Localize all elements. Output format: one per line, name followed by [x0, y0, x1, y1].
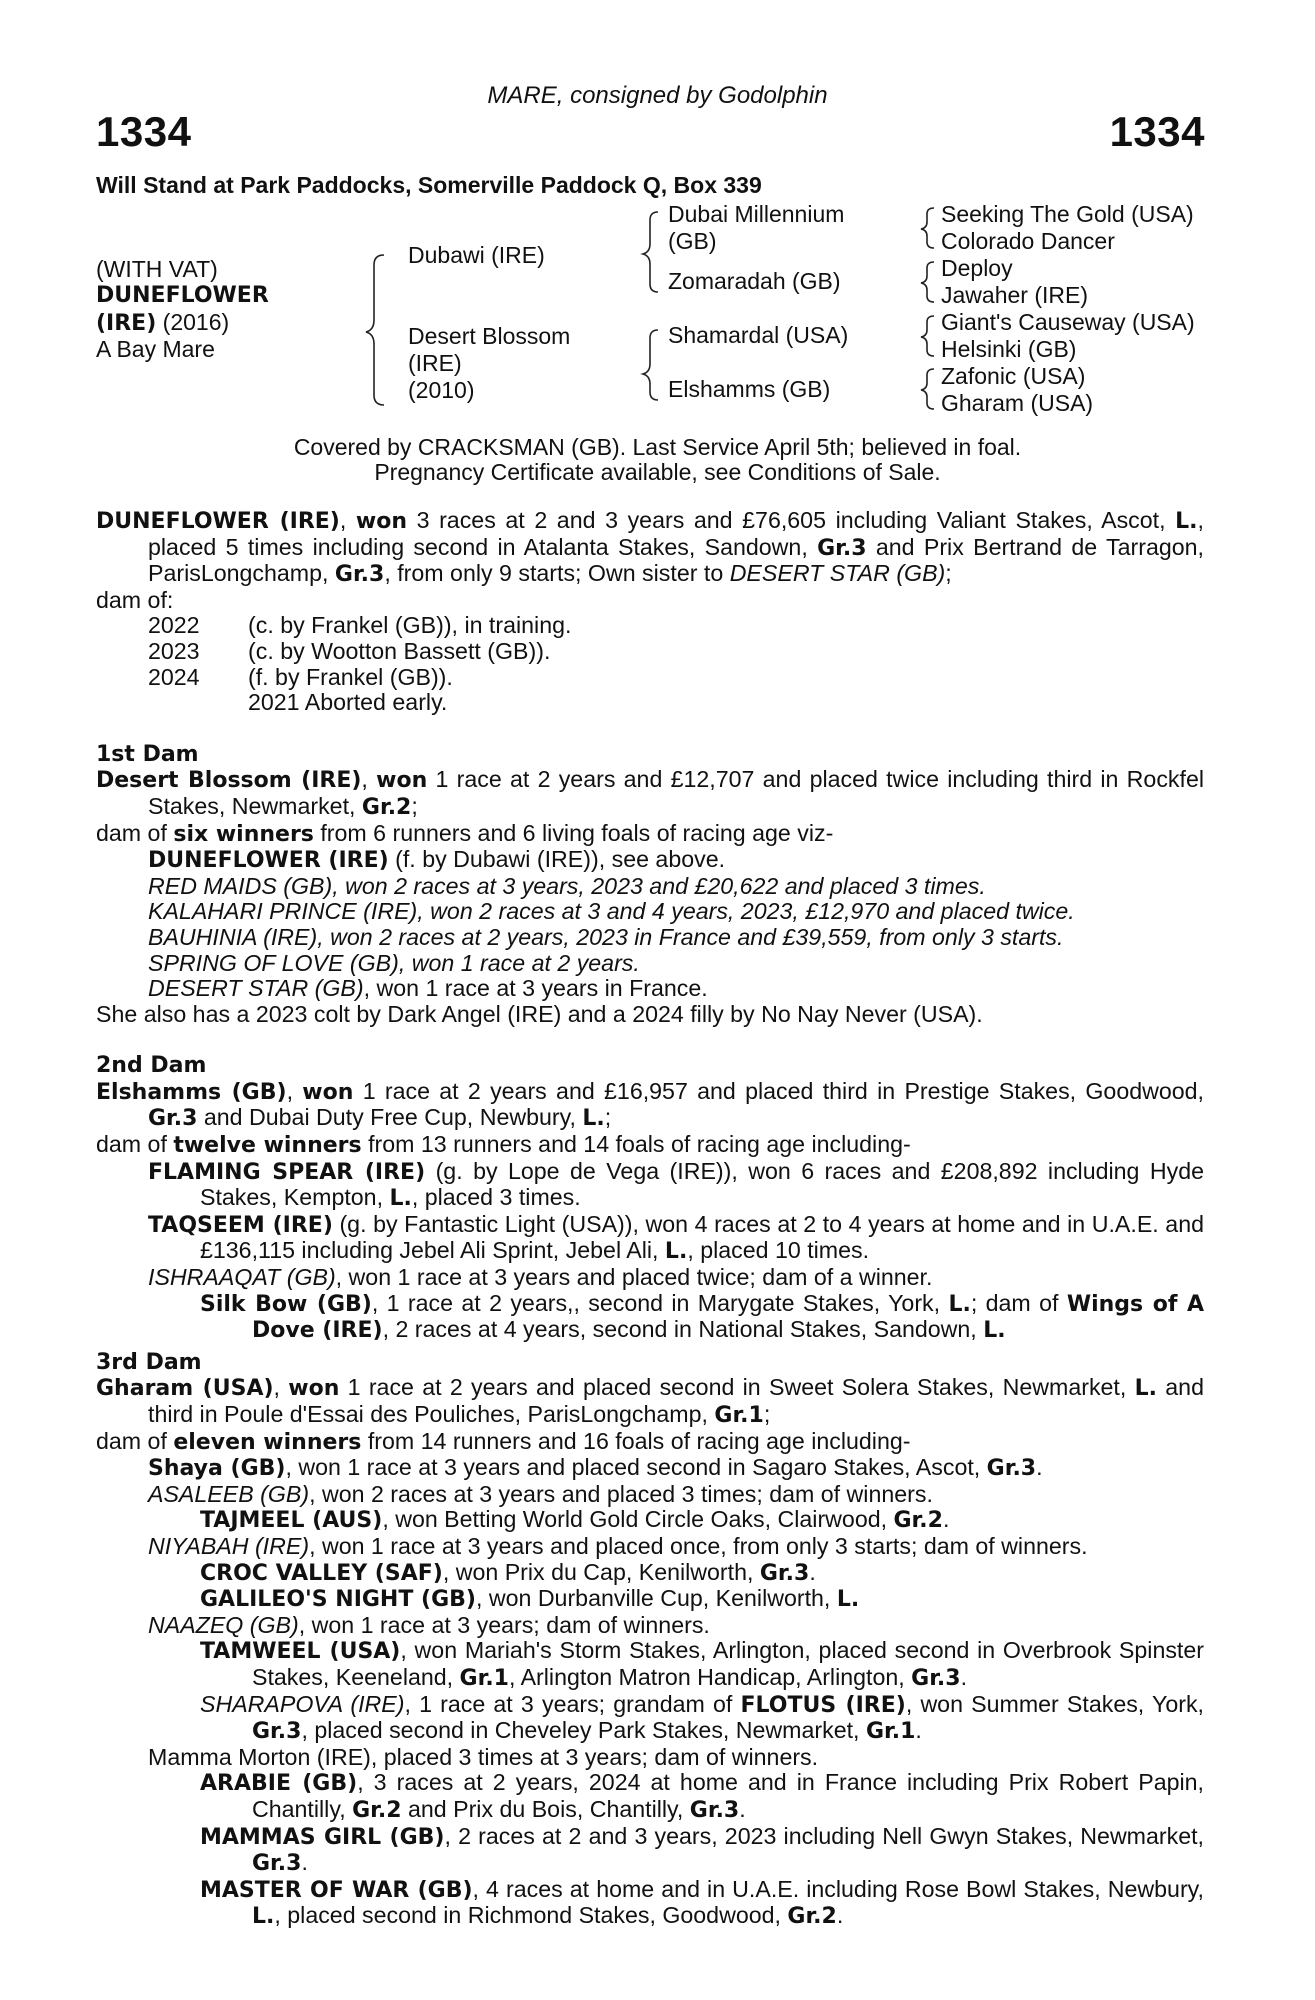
progeny-name: BAUHINIA (IRE): [148, 923, 318, 950]
progeny-listed: L.: [836, 1587, 860, 1613]
foal-text: (c. by Frankel (GB)), in training.: [248, 612, 572, 639]
pedigree-dam-line3: (2010): [408, 377, 475, 403]
pedigree-dam-line1: Desert Blossom: [408, 323, 571, 349]
progeny-text: , won 1 race at 3 years and placed second in Sagaro Stakes, Ascot,: [285, 1454, 987, 1481]
dam2-grade-1: Gr.3: [148, 1106, 198, 1132]
dam3-progeny-shaya: [96, 1455, 1204, 1482]
progeny-name: CROC VALLEY (SAF): [200, 1560, 443, 1586]
dam3-text-1: 1 race at 2 years and placed second in Sweet Solera Stakes, Newmarket,: [339, 1374, 1135, 1401]
dam3-progeny-arabie: [96, 1770, 1204, 1823]
progeny-grade: Gr.3: [759, 1560, 810, 1586]
pedigree-sds: Deploy: [941, 255, 1013, 281]
brace-gen1: [366, 255, 384, 405]
progeny-text: .: [915, 1717, 922, 1744]
progeny-name: Shaya (GB): [148, 1456, 286, 1482]
dam1-won: won: [376, 768, 428, 794]
progeny-grade: Gr.1: [459, 1665, 509, 1691]
progeny-text: , won Betting World Gold Circle Oaks, Clairwood,: [382, 1506, 894, 1533]
intro-horse-name: DUNEFLOWER (IRE): [96, 509, 340, 534]
dam1-progeny-6: [96, 976, 1204, 1002]
dam2-text-1: 1 race at 2 years and £16,957 and placed third in Prestige Stakes, Goodwood,: [353, 1077, 1204, 1104]
progeny-name: NIYABAH (IRE): [148, 1532, 310, 1559]
progeny-text: , Arlington Matron Handicap, Arlington,: [508, 1663, 912, 1690]
intro-won: won: [355, 509, 407, 534]
intro-sister: DESERT STAR (GB): [729, 560, 946, 587]
progeny-name: NAAZEQ (GB): [148, 1611, 299, 1638]
progeny-name: GALILEO'S NIGHT (GB): [200, 1587, 476, 1613]
dam1-name: Desert Blossom (IRE): [96, 768, 362, 794]
pedigree-sire: Dubawi (IRE): [408, 242, 545, 268]
intro-text-2: , placed 5 times including second in Atalanta Stakes, Sandown,: [148, 507, 1204, 560]
intro-paragraph: DUNEFLOWER (IRE), won 3 races at 2 and 3 years and £76,605 including Valiant Stakes, Ascot, L., placed 5 times including second in Atalanta Stakes, Sandown, Gr.3 and Prix Bertrand de Tarragon, ParisLongchamp, Gr.3, from only 9 starts; Own sister to DESERT STAR (GB);: [96, 507, 1204, 588]
progeny-text: ; dam of: [970, 1289, 1067, 1316]
dam2-winners-count: twelve winners: [173, 1133, 362, 1159]
dam1-grade-1: Gr.2: [361, 794, 412, 820]
progeny-name: ASALEEB (GB): [148, 1480, 310, 1507]
progeny-text: (g. by Fantastic Light (USA)), won 4 races at 2 to 4 years at home and in U.A.E. and £136,115 including Jebel Ali Sprint, Jebel Ali,: [200, 1210, 1204, 1264]
progeny-name: FLOTUS (IRE): [740, 1692, 906, 1718]
intro-grade-2: Gr.3: [334, 562, 385, 588]
brace-gen2-dam: [643, 330, 658, 400]
progeny-name: TAJMEEL (AUS): [200, 1508, 383, 1534]
progeny-text: , won 1 race at 3 years; dam of winners.: [298, 1611, 710, 1638]
progeny-text: , 3 races at 2 years, 2024 at home and in France including Prix Robert Papin, Chantilly,: [252, 1769, 1204, 1822]
dam3-listed-1: L.: [1134, 1376, 1157, 1402]
progeny-text: , won 2 races at 3 years and placed 3 times; dam of winners.: [309, 1480, 933, 1507]
progeny-text: .: [301, 1849, 308, 1876]
dam1-text-1: 1 race at 2 years and £12,707 and placed twice including third in Rockfel Stakes, Newmarket,: [148, 766, 1204, 819]
progeny-text: .: [1036, 1454, 1043, 1481]
pedigree-dsd: Helsinki (GB): [941, 336, 1077, 362]
intro-text-1: 3 races at 2 and 3 years and £76,605 including Valiant Stakes, Ascot,: [407, 507, 1176, 533]
dam3-progeny-mammas: [96, 1824, 1204, 1877]
intro-text-4: , from only 9 starts; Own sister to: [384, 560, 730, 587]
pedigree-ddd: Gharam (USA): [941, 390, 1094, 416]
intro-text-3: and Prix Bertrand de Tarragon, ParisLongchamp,: [148, 533, 1204, 587]
progeny-text: , won 1 race at 3 years and placed twice; dam of a winner.: [335, 1264, 933, 1291]
pedigree-dam-dam: Elshamms (GB): [668, 376, 831, 402]
progeny-name: MAMMAS GIRL (GB): [200, 1824, 445, 1850]
pedigree-sdd: Jawaher (IRE): [941, 282, 1088, 308]
dam3-progeny-tajmeel: [96, 1507, 1204, 1534]
progeny-name: DUNEFLOWER (IRE): [148, 848, 389, 874]
dam1-progeny-1: [96, 847, 1204, 874]
dam3-dam-of-a: dam of: [96, 1427, 174, 1454]
pedigree-sire-sire-line1: Dubai Millennium: [668, 201, 845, 227]
progeny-grade: Gr.3: [689, 1797, 740, 1823]
progeny-text: , won 2 races at 3 and 4 years, 2023, £12,970 and placed twice.: [417, 898, 1075, 925]
dam3-progeny-niyabah: [96, 1534, 1204, 1560]
progeny-text: , placed 10 times.: [687, 1237, 870, 1264]
progeny-listed: L.: [389, 1186, 412, 1212]
progeny-name: FLAMING SPEAR (IRE): [148, 1159, 426, 1185]
progeny-grade: Gr.2: [787, 1904, 837, 1930]
dam1-progeny-5: [96, 951, 1204, 977]
progeny-text: , placed second in Cheveley Park Stakes, Newmarket,: [301, 1717, 866, 1744]
vat-note: (WITH VAT): [96, 256, 218, 282]
progeny-text: , placed 3 times.: [411, 1184, 581, 1211]
brace-gen3-2: [921, 262, 934, 302]
progeny-text: .: [836, 1902, 844, 1929]
covered-line2: Pregnancy Certificate available, see Conditions of Sale.: [374, 459, 941, 485]
intro-dam-of: dam of:: [96, 586, 174, 613]
horse-year: (2016): [156, 309, 230, 335]
pedigree-ssd: Colorado Dancer: [941, 228, 1115, 254]
pedigree-dam-line2: (IRE): [408, 350, 462, 376]
dam3-progeny-croc: [96, 1560, 1204, 1587]
progeny-listed: L.: [252, 1904, 275, 1930]
foal-text: 2021 Aborted early.: [248, 689, 448, 716]
progeny-text: , 4 races at home and in U.A.E. including Rose Bowl Stakes, Newbury,: [472, 1875, 1204, 1902]
lot-number-left: 1334: [96, 108, 192, 155]
progeny-text: , won 1 race at 3 years in France.: [363, 975, 708, 1002]
progeny-text: , won Durbanville Cup, Kenilworth,: [475, 1585, 837, 1612]
foal-text: (f. by Frankel (GB)).: [248, 663, 453, 690]
progeny-text: , won Summer Stakes, York,: [905, 1690, 1204, 1717]
dam2-paragraph: Elshamms (GB), won 1 race at 2 years and £16,957 and placed third in Prestige Stakes, Goodwood, Gr.3 and Dubai Duty Free Cup, Newbury, L.;: [96, 1077, 1204, 1132]
progeny-grade: Gr.3: [252, 1719, 302, 1745]
dam3-name: Gharam (USA): [96, 1376, 274, 1402]
covered-line1: Covered by CRACKSMAN (GB). Last Service April 5th; believed in foal.: [293, 434, 1022, 460]
progeny-text: , won 1 race at 3 years and placed once, from only 3 starts; dam of winners.: [309, 1532, 1088, 1559]
brace-gen3-1: [921, 208, 934, 248]
dam2-progeny-4: [96, 1291, 1204, 1344]
dam1-dam-of: [96, 821, 1204, 848]
dam2-progeny-1: [96, 1159, 1204, 1212]
dam2-text-2: and Dubai Duty Free Cup, Newbury,: [197, 1104, 583, 1131]
progeny-grade: Gr.2: [352, 1797, 402, 1823]
foal-year: 2022: [148, 612, 200, 639]
progeny-text: .: [960, 1663, 968, 1690]
dam2-dam-of-b: from 13 runners and 14 foals of racing age including-: [361, 1131, 911, 1158]
dam1-progeny-2: [96, 874, 1204, 900]
dam2-dam-of: [96, 1132, 1204, 1159]
progeny-name: TAMWEEL (USA): [200, 1639, 401, 1665]
dam1-also: She also has a 2023 colt by Dark Angel (IRE) and a 2024 filly by No Nay Never (USA).: [96, 1000, 983, 1027]
progeny-text: .: [942, 1506, 950, 1533]
dam3-progeny-naazeq: [96, 1613, 1204, 1639]
pedigree-dam-sire: Shamardal (USA): [668, 322, 849, 348]
dam1-dam-of-b: from 6 runners and 6 living foals of racing age viz-: [313, 819, 834, 846]
progeny-name: SHARAPOVA (IRE): [200, 1690, 405, 1717]
horse-name: DUNEFLOWER: [96, 283, 269, 308]
foal-year: 2024: [148, 663, 200, 690]
intro-listed-1: L.: [1175, 509, 1198, 534]
foal-year: 2023: [148, 637, 200, 664]
brace-gen3-4: [921, 369, 934, 409]
dam3-progeny-tamweel: [96, 1638, 1204, 1691]
dam3-text-3: ;: [763, 1401, 771, 1427]
consignment-subtitle: MARE, consigned by Godolphin: [487, 82, 828, 109]
progeny-grade: Gr.3: [252, 1851, 302, 1877]
progeny-name: KALAHARI PRINCE (IRE): [148, 898, 418, 925]
progeny-grade: Gr.3: [911, 1665, 961, 1691]
foal-row: [96, 613, 1204, 639]
dam3-dam-of: [96, 1429, 1204, 1456]
foal-row: [96, 639, 1204, 665]
progeny-text: , won 1 race at 2 years.: [398, 949, 640, 976]
progeny-text: , placed second in Richmond Stakes, Goodwood,: [274, 1902, 788, 1929]
dam2-progeny-2: [96, 1212, 1204, 1265]
dam1-progeny-3: [96, 899, 1204, 925]
horse-description: A Bay Mare: [96, 336, 215, 362]
progeny-name: Wings of A Dove (IRE): [252, 1291, 1204, 1344]
dam2-progeny-3: [96, 1265, 1204, 1291]
pedigree-sire-sire-line2: (GB): [668, 228, 717, 254]
dam2-text-3: ;: [604, 1104, 612, 1131]
progeny-name: SPRING OF LOVE (GB): [148, 949, 399, 976]
progeny-name: DESERT STAR (GB): [148, 975, 364, 1002]
dam1-progeny-4: [96, 925, 1204, 951]
dam1-dam-of-a: dam of: [96, 819, 174, 846]
foal-year: [96, 690, 248, 716]
lot-number-right: 1334: [1109, 108, 1205, 155]
progeny-text: , 1 race at 3 years; grandam of: [404, 1690, 741, 1717]
dam2-won: won: [302, 1079, 354, 1105]
catalogue-body: [96, 508, 1204, 1930]
dam3-heading: 3rd Dam: [96, 1349, 202, 1375]
pedigree-sss: Seeking The Gold (USA): [941, 201, 1194, 227]
progeny-grade: Gr.3: [986, 1456, 1037, 1482]
progeny-text: , won 2 races at 3 years, 2023 and £20,622 and placed 3 times.: [332, 872, 986, 899]
brace-gen3-3: [921, 316, 934, 356]
progeny-text: , won 2 races at 2 years, 2023 in France and £39,559, from only 3 starts.: [317, 923, 1064, 950]
progeny-text: , won Mariah's Storm Stakes, Arlington, placed second in Overbrook Spinster Stakes, Keeneland,: [252, 1637, 1204, 1690]
progeny-text: , 2 races at 2 and 3 years, 2023 including Nell Gwyn Stakes, Newmarket,: [444, 1822, 1204, 1849]
dam3-text-2: and third in Poule d'Essai des Pouliches, ParisLongchamp,: [148, 1374, 1204, 1427]
progeny-listed: L.: [948, 1291, 971, 1317]
pedigree-dds: Zafonic (USA): [941, 363, 1086, 389]
progeny-text: (g. by Lope de Vega (IRE)), won 6 races and £208,892 including Hyde Stakes, Kempton,: [200, 1157, 1205, 1211]
progeny-text: , 1 race at 2 years,, second in Marygate Stakes, York,: [371, 1289, 949, 1316]
spacer: [96, 1027, 1204, 1053]
stand-location: Will Stand at Park Paddocks, Somerville Paddock Q, Box 339: [96, 172, 762, 198]
progeny-name: MASTER OF WAR (GB): [200, 1877, 473, 1903]
intro-grade-1: Gr.3: [817, 535, 867, 561]
progeny-grade: Gr.2: [893, 1508, 943, 1534]
foal-text: (c. by Wootton Bassett (GB)).: [248, 637, 551, 664]
progeny-name: TAQSEEM (IRE): [148, 1212, 333, 1238]
pedigree-sire-dam: Zomaradah (GB): [668, 268, 841, 294]
progeny-name: ARABIE (GB): [200, 1771, 358, 1797]
dam1-heading: 1st Dam: [96, 741, 199, 767]
dam3-dam-of-b: from 14 runners and 16 foals of racing age including-: [361, 1427, 911, 1454]
progeny-listed: L.: [664, 1239, 688, 1265]
intro-text-5: ;: [945, 560, 952, 587]
spacer: [96, 716, 1204, 742]
dam1-text-2: ;: [411, 792, 418, 819]
progeny-grade: Gr.1: [865, 1719, 916, 1745]
progeny-text: , won Prix du Cap, Kenilworth,: [442, 1558, 760, 1585]
progeny-name: Silk Bow (GB): [200, 1291, 372, 1317]
progeny-text: .: [739, 1795, 746, 1822]
foal-row: [96, 690, 1204, 716]
progeny-name: ISHRAAQAT (GB): [148, 1264, 336, 1291]
progeny-text: (f. by Dubawi (IRE)), see above.: [388, 846, 726, 873]
dam3-progeny-sharapova: [96, 1692, 1204, 1745]
dam2-dam-of-a: dam of: [96, 1131, 174, 1158]
progeny-listed: L.: [983, 1318, 1006, 1344]
dam3-grade-1: Gr.1: [714, 1403, 764, 1428]
dam3-progeny-master: [96, 1877, 1204, 1930]
progeny-text: and Prix du Bois, Chantilly,: [401, 1795, 690, 1822]
dam3-progeny-asaleeb: [96, 1482, 1204, 1508]
dam3-won: won: [288, 1376, 340, 1402]
dam3-paragraph: Gharam (USA), won 1 race at 2 years and placed second in Sweet Solera Stakes, Newmarket, L. and third in Poule d'Essai des Pouliches, ParisLongchamp, Gr.1;: [96, 1374, 1204, 1428]
dam2-listed-1: L.: [582, 1106, 605, 1132]
dam3-progeny-mamma: Mamma Morton (IRE), placed 3 times at 3 years; dam of winners.: [148, 1743, 819, 1770]
dam3-winners-count: eleven winners: [173, 1429, 362, 1455]
dam2-name: Elshamms (GB): [96, 1079, 287, 1105]
dam3-progeny-galileo: [96, 1586, 1204, 1613]
brace-gen2-sire: [643, 212, 658, 292]
progeny-name: RED MAIDS (GB): [148, 872, 333, 899]
progeny-text: , 2 races at 4 years, second in National Stakes, Sandown,: [382, 1316, 984, 1343]
dam1-winners-count: six winners: [173, 821, 314, 847]
dam1-paragraph: Desert Blossom (IRE), won 1 race at 2 years and £12,707 and placed twice including third in Rockfel Stakes, Newmarket, Gr.2;: [96, 766, 1204, 820]
progeny-text: .: [809, 1558, 816, 1585]
dam2-heading: 2nd Dam: [96, 1053, 207, 1079]
pedigree-dss: Giant's Causeway (USA): [941, 309, 1195, 335]
horse-country: (IRE): [96, 311, 157, 336]
foal-row: [96, 665, 1204, 691]
